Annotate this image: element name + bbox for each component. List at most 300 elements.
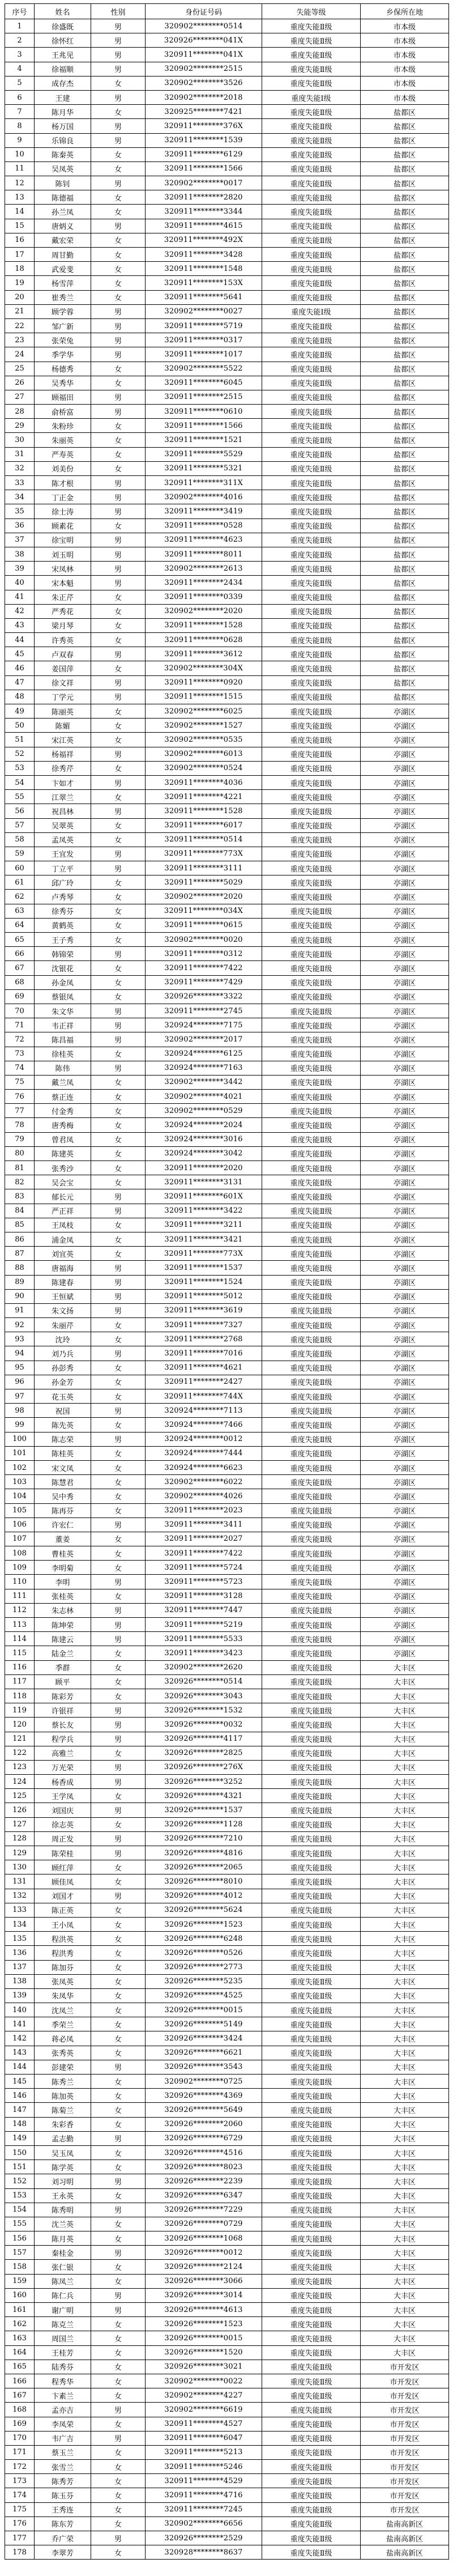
- cell-name: 孙金凤: [35, 975, 91, 989]
- cell-town: 盐都区: [361, 562, 449, 576]
- cell-name: 张凤英: [35, 1974, 91, 1988]
- cell-no: 87: [5, 1247, 35, 1261]
- cell-town: 大丰区: [361, 2274, 449, 2288]
- cell-id-number: 320924********3042: [146, 1146, 262, 1161]
- cell-no: 57: [5, 818, 35, 832]
- cell-sex: 女: [91, 105, 146, 119]
- cell-no: 8: [5, 119, 35, 133]
- cell-town: 盐都区: [361, 248, 449, 262]
- cell-no: 147: [5, 2103, 35, 2117]
- cell-disability-level: 重度失能Ⅱ级: [262, 1831, 361, 1846]
- cell-id-number: 320902********0514: [146, 19, 262, 33]
- cell-sex: 女: [91, 2017, 146, 2031]
- cell-sex: 女: [91, 1175, 146, 1189]
- cell-disability-level: 重度失能Ⅱ级: [262, 1389, 361, 1404]
- cell-sex: 男: [91, 2246, 146, 2260]
- cell-name: 季群: [35, 1660, 91, 1674]
- cell-disability-level: 重度失能Ⅱ级: [262, 2531, 361, 2545]
- table-row: [5, 1932, 449, 1946]
- cell-id-number: 320911********5321: [146, 461, 262, 475]
- cell-id-number: 320902********0725: [146, 2075, 262, 2089]
- cell-town: 大丰区: [361, 2231, 449, 2246]
- cell-name: 杨雪萍: [35, 276, 91, 290]
- cell-disability-level: 重度失能Ⅱ级: [262, 2046, 361, 2060]
- cell-sex: 女: [91, 1247, 146, 1261]
- cell-name: 顾学蓉: [35, 304, 91, 318]
- cell-sex: 男: [91, 547, 146, 561]
- cell-disability-level: 重度失能Ⅱ级: [262, 590, 361, 604]
- cell-id-number: 320902********2018: [146, 90, 262, 104]
- cell-town: 亭湖区: [361, 1561, 449, 1575]
- cell-town: 亭湖区: [361, 1618, 449, 1632]
- cell-town: 市开发区: [361, 2417, 449, 2431]
- cell-disability-level: 重度失能Ⅱ级: [262, 1846, 361, 1860]
- cell-id-number: 320926********3043: [146, 1689, 262, 1703]
- table-row: [5, 2003, 449, 2017]
- cell-disability-level: 重度失能Ⅱ级: [262, 1988, 361, 2003]
- cell-town: 大丰区: [361, 1974, 449, 1988]
- cell-sex: 女: [91, 2417, 146, 2431]
- cell-id-number: 320902********2515: [146, 62, 262, 76]
- table-row: [5, 362, 449, 376]
- cell-town: 大丰区: [361, 1946, 449, 1960]
- cell-id-number: 320902********2020: [146, 604, 262, 618]
- cell-sex: 女: [91, 975, 146, 989]
- cell-no: 25: [5, 362, 35, 376]
- cell-id-number: 320911********0317: [146, 333, 262, 347]
- cell-sex: 女: [91, 704, 146, 719]
- cell-town: 盐都区: [361, 675, 449, 690]
- cell-id-number: 320911********1528: [146, 618, 262, 632]
- cell-name: 戴宏荣: [35, 233, 91, 247]
- cell-town: 亭湖区: [361, 875, 449, 890]
- cell-name: 陈加英: [35, 2089, 91, 2103]
- cell-sex: 女: [91, 1489, 146, 1503]
- cell-disability-level: 重度失能Ⅱ级: [262, 1575, 361, 1589]
- cell-disability-level: 重度失能Ⅱ级: [262, 1517, 361, 1532]
- cell-id-number: 320926********0032: [146, 1718, 262, 1732]
- cell-name: 邱广玲: [35, 875, 91, 890]
- cell-id-number: 320926********0015: [146, 2331, 262, 2345]
- cell-id-number: 320911********5029: [146, 875, 262, 890]
- cell-town: 盐南高新区: [361, 2531, 449, 2545]
- table-row: [5, 2046, 449, 2060]
- cell-disability-level: 重度失能Ⅱ级: [262, 2345, 361, 2360]
- cell-town: 大丰区: [361, 2031, 449, 2046]
- cell-id-number: 320926********2124: [146, 2260, 262, 2274]
- cell-sex: 女: [91, 2345, 146, 2360]
- cell-town: 亭湖区: [361, 1517, 449, 1532]
- cell-town: 亭湖区: [361, 804, 449, 818]
- cell-sex: 女: [91, 2388, 146, 2403]
- cell-sex: 女: [91, 2360, 146, 2374]
- cell-name: 陈秀兰: [35, 2075, 91, 2089]
- cell-town: 亭湖区: [361, 1575, 449, 1589]
- cell-name: 陈再芬: [35, 1503, 91, 1517]
- table-row: [5, 2417, 449, 2431]
- cell-name: 陈德福: [35, 190, 91, 205]
- cell-name: 陈慧君: [35, 1475, 91, 1489]
- cell-no: 151: [5, 2160, 35, 2174]
- cell-no: 68: [5, 975, 35, 989]
- table-row: [5, 2174, 449, 2188]
- cell-name: 季学华: [35, 347, 91, 362]
- cell-name: 程学兵: [35, 1732, 91, 1746]
- cell-name: 朱文扬: [35, 1303, 91, 1317]
- cell-disability-level: 重度失能Ⅱ级: [262, 1218, 361, 1232]
- cell-disability-level: 重度失能Ⅱ级: [262, 2075, 361, 2089]
- cell-name: 蒋必凤: [35, 2031, 91, 2046]
- cell-name: 祝昌林: [35, 804, 91, 818]
- cell-no: 73: [5, 1047, 35, 1061]
- table-row: [5, 661, 449, 675]
- cell-no: 83: [5, 1189, 35, 1204]
- cell-id-number: 320911********0615: [146, 918, 262, 932]
- cell-disability-level: 重度失能Ⅱ级: [262, 1475, 361, 1489]
- cell-disability-level: 重度失能Ⅱ级: [262, 890, 361, 904]
- cell-sex: 女: [91, 1988, 146, 2003]
- cell-name: 沈凤兰: [35, 2003, 91, 2017]
- table-row: [5, 2017, 449, 2031]
- cell-no: 27: [5, 390, 35, 404]
- cell-disability-level: 重度失能Ⅱ级: [262, 2331, 361, 2345]
- cell-name: 刘国庆: [35, 1803, 91, 1817]
- table-row: [5, 933, 449, 947]
- table-row: [5, 761, 449, 775]
- cell-name: 刘美份: [35, 461, 91, 475]
- cell-no: 106: [5, 1517, 35, 1532]
- cell-sex: 女: [91, 2445, 146, 2459]
- cell-id-number: 320911********2515: [146, 390, 262, 404]
- cell-no: 3: [5, 48, 35, 62]
- cell-disability-level: 重度失能Ⅱ级: [262, 1817, 361, 1831]
- table-row: [5, 604, 449, 618]
- cell-name: 陈东芳: [35, 2517, 91, 2531]
- cell-name: 王宜发: [35, 847, 91, 861]
- cell-disability-level: 重度失能Ⅱ级: [262, 2388, 361, 2403]
- cell-name: 陈秦英: [35, 147, 91, 161]
- cell-id-number: 320924********6623: [146, 1460, 262, 1474]
- cell-sex: 女: [91, 76, 146, 90]
- cell-sex: 女: [91, 2117, 146, 2131]
- cell-disability-level: 重度失能Ⅱ级: [262, 1346, 361, 1361]
- cell-town: 亭湖区: [361, 1204, 449, 1218]
- table-row: [5, 1275, 449, 1289]
- header-no: 序号: [5, 4, 35, 19]
- cell-disability-level: 重度失能Ⅱ级: [262, 1532, 361, 1546]
- table-row: [5, 1318, 449, 1332]
- cell-disability-level: 重度失能Ⅱ级: [262, 690, 361, 704]
- cell-town: 亭湖区: [361, 847, 449, 861]
- cell-disability-level: 重度失能Ⅱ级: [262, 1432, 361, 1446]
- table-row: [5, 105, 449, 119]
- table-row: [5, 704, 449, 719]
- cell-id-number: 320924********3016: [146, 1132, 262, 1146]
- cell-disability-level: 重度失能Ⅱ级: [262, 647, 361, 661]
- cell-id-number: 320926********1537: [146, 1803, 262, 1817]
- cell-name: 顾平: [35, 1674, 91, 1689]
- table-row: [5, 276, 449, 290]
- cell-sex: 女: [91, 1817, 146, 1831]
- table-body: [5, 19, 449, 2560]
- cell-town: 盐都区: [361, 147, 449, 161]
- cell-sex: 男: [91, 562, 146, 576]
- cell-disability-level: 重度失能Ⅱ级: [262, 1603, 361, 1617]
- cell-town: 市开发区: [361, 2474, 449, 2488]
- cell-disability-level: 重度失能Ⅱ级: [262, 775, 361, 789]
- cell-sex: 女: [91, 1917, 146, 1931]
- table-row: [5, 1118, 449, 1132]
- cell-disability-level: 重度失能Ⅱ级: [262, 2160, 361, 2174]
- cell-town: 市本级: [361, 62, 449, 76]
- cell-sex: 女: [91, 2502, 146, 2517]
- cell-id-number: 320911********4716: [146, 2488, 262, 2502]
- cell-sex: 男: [91, 1703, 146, 1718]
- cell-sex: 男: [91, 318, 146, 333]
- table-row: [5, 675, 449, 690]
- cell-name: 许秀英: [35, 633, 91, 647]
- cell-no: 132: [5, 1889, 35, 1903]
- table-row: [5, 2517, 449, 2531]
- cell-town: 大丰区: [361, 2260, 449, 2274]
- cell-name: 陈桂英: [35, 1446, 91, 1460]
- cell-town: 大丰区: [361, 2174, 449, 2188]
- cell-name: 卞素兰: [35, 2388, 91, 2403]
- cell-no: 108: [5, 1546, 35, 1561]
- cell-town: 亭湖区: [361, 790, 449, 804]
- cell-name: 乐锦良: [35, 133, 91, 147]
- cell-disability-level: 重度失能Ⅱ级: [262, 747, 361, 761]
- cell-sex: 男: [91, 347, 146, 362]
- cell-id-number: 320902********4026: [146, 1489, 262, 1503]
- cell-sex: 女: [91, 1332, 146, 1346]
- cell-id-number: 320911********7429: [146, 975, 262, 989]
- cell-disability-level: 重度失能Ⅱ级: [262, 190, 361, 205]
- cell-id-number: 320902********0535: [146, 733, 262, 747]
- cell-town: 大丰区: [361, 2288, 449, 2302]
- table-row: [5, 2374, 449, 2388]
- cell-no: 174: [5, 2488, 35, 2502]
- cell-name: 韦广吉: [35, 2431, 91, 2445]
- table-row: [5, 161, 449, 176]
- cell-sex: 男: [91, 533, 146, 547]
- cell-sex: 男: [91, 647, 146, 661]
- cell-id-number: 320911********3419: [146, 504, 262, 518]
- cell-id-number: 320911********4527: [146, 2417, 262, 2431]
- table-row: [5, 1303, 449, 1317]
- table-row: [5, 2160, 449, 2174]
- cell-disability-level: 重度失能Ⅱ级: [262, 1204, 361, 1218]
- table-row: [5, 733, 449, 747]
- cell-town: 亭湖区: [361, 1004, 449, 1018]
- cell-no: 173: [5, 2474, 35, 2488]
- cell-id-number: 320911********1539: [146, 133, 262, 147]
- cell-sex: 男: [91, 2303, 146, 2317]
- cell-name: 孙金芳: [35, 1375, 91, 1389]
- table-row: [5, 1646, 449, 1660]
- cell-name: 王恒斌: [35, 1289, 91, 1303]
- cell-id-number: 320926********3021: [146, 2360, 262, 2374]
- table-row: [5, 1946, 449, 1960]
- cell-disability-level: 重度失能Ⅱ级: [262, 1289, 361, 1303]
- cell-sex: 女: [91, 1789, 146, 1803]
- cell-town: 盐都区: [361, 518, 449, 533]
- cell-town: 亭湖区: [361, 1232, 449, 1246]
- cell-no: 16: [5, 233, 35, 247]
- cell-id-number: 320911********6129: [146, 147, 262, 161]
- cell-id-number: 320926********4369: [146, 2089, 262, 2103]
- table-row: [5, 747, 449, 761]
- cell-disability-level: 重度失能Ⅱ级: [262, 1703, 361, 1718]
- cell-name: 卢秀琴: [35, 890, 91, 904]
- cell-name: 沈兰英: [35, 2217, 91, 2231]
- table-row: [5, 1889, 449, 1903]
- cell-name: 吴中秀: [35, 1489, 91, 1503]
- cell-disability-level: 重度失能Ⅱ级: [262, 1732, 361, 1746]
- cell-town: 亭湖区: [361, 1446, 449, 1460]
- cell-disability-level: 重度失能Ⅱ级: [262, 233, 361, 247]
- cell-name: 孙彭秀: [35, 1361, 91, 1375]
- cell-sex: 男: [91, 2288, 146, 2302]
- table-row: [5, 1689, 449, 1703]
- table-row: [5, 1917, 449, 1931]
- cell-id-number: 320926********3014: [146, 2288, 262, 2302]
- table-row: [5, 1803, 449, 1817]
- cell-disability-level: 重度失能Ⅱ级: [262, 1303, 361, 1317]
- cell-no: 5: [5, 76, 35, 90]
- cell-town: 大丰区: [361, 1860, 449, 1874]
- table-row: [5, 248, 449, 262]
- cell-town: 大丰区: [361, 2089, 449, 2103]
- cell-id-number: 320911********153X: [146, 276, 262, 290]
- cell-sex: 男: [91, 333, 146, 347]
- cell-no: 30: [5, 433, 35, 447]
- cell-town: 亭湖区: [361, 918, 449, 932]
- cell-town: 盐都区: [361, 576, 449, 590]
- cell-sex: 女: [91, 1660, 146, 1674]
- cell-name: 俞桥富: [35, 405, 91, 419]
- cell-disability-level: 重度失能Ⅱ级: [262, 1646, 361, 1660]
- cell-no: 59: [5, 847, 35, 861]
- table-row: [5, 961, 449, 975]
- cell-name: 朱正芹: [35, 590, 91, 604]
- cell-id-number: 320926********4117: [146, 1732, 262, 1746]
- cell-id-number: 320926********276X: [146, 1760, 262, 1774]
- cell-no: 94: [5, 1346, 35, 1361]
- cell-no: 66: [5, 947, 35, 961]
- cell-id-number: 320926********6621: [146, 2046, 262, 2060]
- cell-disability-level: 重度失能Ⅱ级: [262, 2003, 361, 2017]
- cell-disability-level: 重度失能Ⅱ级: [262, 961, 361, 975]
- table-row: [5, 1218, 449, 1232]
- cell-no: 51: [5, 733, 35, 747]
- table-row: [5, 518, 449, 533]
- cell-sex: 男: [91, 176, 146, 190]
- cell-town: 亭湖区: [361, 1346, 449, 1361]
- cell-sex: 女: [91, 2217, 146, 2231]
- table-row: [5, 690, 449, 704]
- cell-no: 156: [5, 2231, 35, 2246]
- cell-no: 81: [5, 1161, 35, 1175]
- cell-no: 15: [5, 219, 35, 233]
- cell-town: 盐都区: [361, 362, 449, 376]
- table-row: [5, 1232, 449, 1246]
- cell-id-number: 320902********4227: [146, 2388, 262, 2403]
- cell-name: 徐桂英: [35, 1047, 91, 1061]
- cell-town: 大丰区: [361, 1689, 449, 1703]
- cell-name: 陈先英: [35, 1418, 91, 1432]
- cell-town: 亭湖区: [361, 1161, 449, 1175]
- table-row: [5, 2388, 449, 2403]
- cell-disability-level: 重度失能Ⅱ级: [262, 176, 361, 190]
- cell-no: 140: [5, 2003, 35, 2017]
- cell-name: 徐秀芹: [35, 761, 91, 775]
- cell-disability-level: 重度失能Ⅱ级: [262, 1860, 361, 1874]
- cell-id-number: 320911********3612: [146, 647, 262, 661]
- cell-name: 刘习明: [35, 2174, 91, 2188]
- cell-town: 市开发区: [361, 2460, 449, 2474]
- table-row: [5, 804, 449, 818]
- cell-town: 亭湖区: [361, 1261, 449, 1275]
- cell-name: 陈彩芳: [35, 1689, 91, 1703]
- cell-id-number: 320911********376X: [146, 119, 262, 133]
- cell-id-number: 320911********4615: [146, 219, 262, 233]
- cell-sex: 男: [91, 476, 146, 490]
- cell-no: 85: [5, 1218, 35, 1232]
- cell-name: 梁月琴: [35, 618, 91, 632]
- cell-sex: 女: [91, 1318, 146, 1332]
- cell-id-number: 320926********8023: [146, 2160, 262, 2174]
- cell-town: 盐都区: [361, 304, 449, 318]
- cell-name: 姜国萍: [35, 661, 91, 675]
- cell-no: 34: [5, 490, 35, 504]
- cell-sex: 男: [91, 504, 146, 518]
- cell-no: 45: [5, 647, 35, 661]
- cell-disability-level: 重度失能Ⅱ级: [262, 1032, 361, 1047]
- cell-sex: 男: [91, 119, 146, 133]
- cell-sex: 女: [91, 2517, 146, 2531]
- cell-town: 盐都区: [361, 161, 449, 176]
- cell-town: 亭湖区: [361, 1503, 449, 1517]
- cell-disability-level: 重度失能Ⅱ级: [262, 1418, 361, 1432]
- cell-disability-level: 重度失能Ⅱ级: [262, 618, 361, 632]
- cell-sex: 男: [91, 1303, 146, 1317]
- cell-disability-level: 重度失能Ⅱ级: [262, 975, 361, 989]
- cell-disability-level: 重度失能Ⅱ级: [262, 1232, 361, 1246]
- cell-id-number: 320911********3211: [146, 1218, 262, 1232]
- cell-no: 13: [5, 190, 35, 205]
- cell-sex: 女: [91, 618, 146, 632]
- cell-no: 84: [5, 1204, 35, 1218]
- cell-sex: 女: [91, 2046, 146, 2060]
- cell-name: 张秀英: [35, 2046, 91, 2060]
- cell-name: 沈银花: [35, 961, 91, 975]
- cell-disability-level: 重度失能Ⅱ级: [262, 790, 361, 804]
- cell-name: 王学凤: [35, 1789, 91, 1803]
- cell-disability-level: 重度失能Ⅱ级: [262, 105, 361, 119]
- cell-name: 陈丽英: [35, 704, 91, 719]
- cell-id-number: 320911********4529: [146, 2474, 262, 2488]
- table-row: [5, 1132, 449, 1146]
- cell-no: 118: [5, 1689, 35, 1703]
- cell-sex: 女: [91, 1946, 146, 1960]
- cell-id-number: 320911********3428: [146, 248, 262, 262]
- cell-disability-level: 重度失能Ⅱ级: [262, 719, 361, 733]
- cell-disability-level: 重度失能Ⅱ级: [262, 904, 361, 918]
- cell-disability-level: 重度失能Ⅱ级: [262, 1561, 361, 1575]
- cell-disability-level: 重度失能Ⅱ级: [262, 433, 361, 447]
- cell-no: 71: [5, 1018, 35, 1032]
